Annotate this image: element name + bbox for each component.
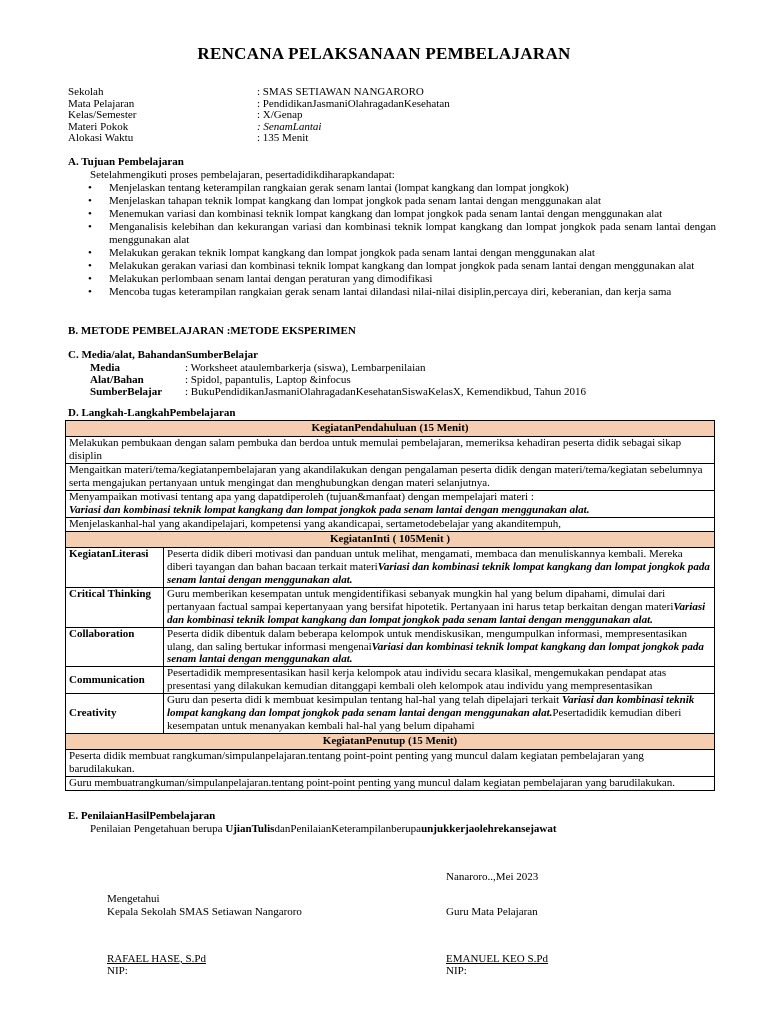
critical-thinking-material: Variasi dan kombinasi teknik lompat kangkang dan lompat jongkok pada senam lantai dengan menggunakan alat. xyxy=(167,600,706,626)
subject-value: : PendidikanJasmaniOlahragadanKesehatan xyxy=(257,97,450,110)
section-assessment xyxy=(68,810,718,836)
acknowledged-label: Mengetahui xyxy=(107,893,160,905)
list-item: • Menjelaskan tahapan teknik lompat kangkang dan lompat jongkok pada senam lantai dengan menggunakan alat xyxy=(88,194,602,207)
school-value: : SMAS SETIAWAN NANGARORO xyxy=(257,86,424,98)
table-row xyxy=(66,436,715,463)
list-item: • Melakukan gerakan variasi dan kombinasi teknik lompat kangkang dan lompat jongkok pada senam lantai dengan menggunakan alat xyxy=(88,259,695,272)
list-item: • Melakukan gerakan teknik lompat kangkang dan lompat jongkok pada senam lantai dengan menggunakan alat xyxy=(88,246,595,259)
sources-row xyxy=(68,386,708,398)
tools-key: Alat/Bahan xyxy=(90,373,144,386)
table-row xyxy=(66,463,715,490)
bullet-icon: • xyxy=(88,194,92,207)
communication-cell: Pesertadidik mempresentasikan hasil kerja kelompok atau individu secara klasikal, mengemukakan pendapat atas presentasi yang dilakukan kemudian ditanggapi kembali oleh kelompok atau individu yang mempresentasikan xyxy=(164,667,715,694)
collaboration-text: Peserta didik dibentuk dalam beberapa kelompok untuk mendiskusikan, mengumpulkan informasi, mempresentasikan ulang, dan saling bertukar informasi mengenai xyxy=(167,627,687,653)
class-label: Kelas/Semester xyxy=(68,109,137,121)
table-row xyxy=(66,531,715,547)
sources-key: SumberBelajar xyxy=(90,385,163,398)
bullet-icon: • xyxy=(88,285,92,298)
section-a-heading: A. Tujuan Pembelajaran xyxy=(68,156,184,168)
motivation-cell xyxy=(66,490,715,517)
table-row xyxy=(66,421,715,437)
intro-cell: Melakukan pembukaan dengan salam pembuka dan berdoa untuk memulai pembelajaran, memeriksa kehadiran peserta didik sebagai sikap disiplin xyxy=(66,436,715,463)
table-row xyxy=(66,694,715,734)
table-row xyxy=(66,490,715,517)
place-date: Nanaroro..,Mei 2023 xyxy=(446,871,539,883)
school-label: Sekolah xyxy=(68,86,104,98)
table-row xyxy=(66,517,715,531)
media-row xyxy=(68,362,708,374)
tools-value: : Spidol, papantulis, Laptop &infocus xyxy=(185,373,351,386)
bullet-icon: • xyxy=(88,220,92,233)
creativity-cell xyxy=(164,694,715,734)
identity-row-class xyxy=(68,109,708,121)
table-row xyxy=(66,667,715,694)
table-row xyxy=(66,777,715,791)
learning-steps-table xyxy=(65,420,715,791)
assessment-text: Penilaian Pengetahuan berupa UjianTulisdanPenilaianKeterampilanberupaunjukkerjaolehrekansejawat xyxy=(90,822,557,835)
list-item: • Menganalisis kelebihan dan kekurangan variasi dan kombinasi teknik lompat kangkang dan lompat jongkok pada senam lantai dengan menggunakan alat xyxy=(88,220,716,246)
motivation-material: Variasi dan kombinasi teknik lompat kangkang dan lompat jongkok pada senam lantai dengan menggunakan alat. xyxy=(69,503,590,516)
topic-label: Materi Pokok xyxy=(68,120,129,133)
creativity-text-end: Pesertadidik kemudian diberi kesempatan untuk menanyakan kembali hal-hal yang belum dipahami xyxy=(167,707,682,733)
principal-role: Kepala Sekolah SMAS Setiawan Nangaroro xyxy=(107,905,302,918)
literacy-label: KegiatanLiterasi xyxy=(66,547,164,587)
document-title: RENCANA PELAKSANAAN PEMBELAJARAN xyxy=(197,44,571,63)
intro-cell: Mengaitkan materi/tema/kegiatanpembelajaran yang akandilakukan dengan pengalaman peserta didik dengan materi/tema/kegiatan sebelumnya serta mengajukan pertanyaan untuk mengingat dan menghubungkan dengan materi selanjutnya. xyxy=(66,463,715,490)
identity-block xyxy=(68,86,708,144)
tools-row xyxy=(68,374,708,386)
teacher-name: EMANUEL KEO S.Pd xyxy=(446,953,548,965)
intro-cell: Menjelaskanhal-hal yang akandipelajari, kompetensi yang akandicapai, sertametodebelajar yang akanditempuh, xyxy=(66,517,715,531)
teacher-role: Guru Mata Pelajaran xyxy=(446,906,538,918)
section-d-heading: D. Langkah-LangkahPembelajaran xyxy=(68,407,236,419)
collaboration-label: Collaboration xyxy=(66,627,164,667)
list-item: • Mencoba tugas keterampilan rangkaian gerak senam lantai dilandasi nilai-nilai disiplin,percaya diri, keberanian, dan kerja sama xyxy=(88,285,672,298)
identity-row-school xyxy=(68,86,708,98)
media-key: Media xyxy=(90,361,120,374)
table-row xyxy=(66,734,715,750)
critical-thinking-cell xyxy=(164,587,715,627)
objectives-list xyxy=(88,182,716,299)
critical-thinking-text: Guru memberikan kesempatan untuk mengidentifikasi sebanyak mungkin hal yang belum dipahami, dimulai dari pertanyaan factual sampai kepertanyaan yang bersifat hipotetik. Pertanyaan ini harus tetap berkaitan dengan materi xyxy=(167,587,674,613)
principal-block xyxy=(107,893,302,919)
time-value: : 135 Menit xyxy=(257,132,309,144)
section-objectives xyxy=(68,156,716,299)
list-item: • Menjelaskan tentang keterampilan rangkaian gerak senam lantai (lompat kangkang dan lompat jongkok) xyxy=(88,181,569,194)
creativity-label: Creativity xyxy=(66,694,164,734)
table-row xyxy=(66,547,715,587)
bullet-icon: • xyxy=(88,259,92,272)
bullet-icon: • xyxy=(88,272,92,285)
teacher-nip: NIP: xyxy=(446,965,467,977)
bullet-icon: • xyxy=(88,207,92,220)
collaboration-cell xyxy=(164,627,715,667)
bullet-icon: • xyxy=(88,246,92,259)
closing-band: KegiatanPenutup (15 Menit) xyxy=(66,734,715,750)
table-row xyxy=(66,750,715,777)
identity-row-subject xyxy=(68,98,708,110)
section-media xyxy=(68,349,708,398)
media-value: : Worksheet ataulembarkerja (siswa), Lembarpenilaian xyxy=(185,361,426,374)
principal-name: RAFAEL HASE, S.Pd xyxy=(107,953,207,965)
bullet-icon: • xyxy=(88,181,92,194)
creativity-text: Guru dan peserta didi k membuat kesimpulan tentang hal-hal yang telah dipelajari terkait xyxy=(167,694,562,707)
class-value: : X/Genap xyxy=(257,109,303,121)
motivation-text: Menyampaikan motivasi tentang apa yang dapatdiperoleh (tujuan&manfaat) dengan mempelajari materi : xyxy=(69,490,534,503)
critical-thinking-label: Critical Thinking xyxy=(66,587,164,627)
literacy-cell xyxy=(164,547,715,587)
list-item: • Melakukan perlombaan senam lantai dengan peraturan yang dimodifikasi xyxy=(88,272,433,285)
sources-value: : BukuPendidikanJasmaniOlahragadanKesehatanSiswaKelasX, Kemendikbud, Tahun 2016 xyxy=(185,385,587,398)
closing-cell: Peserta didik membuat rangkuman/simpulanpelajaran.tentang point-point penting yang muncul dalam kegiatan pembelajaran yang barudilakukan. xyxy=(66,750,715,777)
objectives-intro: Setelahmengikuti proses pembelajaran, pesertadidikdiharapkandapat: xyxy=(90,168,395,181)
intro-band: KegiatanPendahuluan (15 Menit) xyxy=(66,421,715,437)
time-label: Alokasi Waktu xyxy=(68,132,134,144)
identity-row-time xyxy=(68,132,708,144)
list-item: • Menemukan variasi dan kombinasi teknik lompat kangkang dan lompat jongkok pada senam lantai dengan menggunakan alat xyxy=(88,207,663,220)
section-e-heading: E. PenilaianHasilPembelajaran xyxy=(68,810,216,822)
core-band: KegiatanInti ( 105Menit ) xyxy=(66,531,715,547)
collaboration-material: Variasi dan kombinasi teknik lompat kangkang dan lompat jongkok pada senam lantai dengan menggunakan alat. xyxy=(167,640,704,666)
section-b-heading: B. METODE PEMBELAJARAN :METODE EKSPERIMEN xyxy=(68,325,356,337)
topic-value: : SenamLantai xyxy=(257,120,322,133)
table-row xyxy=(66,627,715,667)
table-row xyxy=(66,587,715,627)
subject-label: Mata Pelajaran xyxy=(68,97,135,110)
literacy-material: Variasi dan kombinasi teknik lompat kangkang dan lompat jongkok pada senam lantai dengan menggunakan alat. xyxy=(167,560,710,586)
creativity-material: Variasi dan kombinasi teknik lompat kangkang dan lompat jongkok pada senam lantai dengan menggunakan alat. xyxy=(167,694,695,720)
identity-row-topic xyxy=(68,121,708,133)
literacy-text: Peserta didik diberi motivasi dan panduan untuk melihat, mengamati, membaca dan menuliskannya kembali. Mereka diberi tayangan dan bahan bacaan terkait materi xyxy=(167,547,683,573)
closing-cell: Guru membuatrangkuman/simpulanpelajaran.tentang point-point penting yang muncul dalam kegiatan pembelajaran yang barudilakukan. xyxy=(66,777,715,791)
section-c-heading: C. Media/alat, BahandanSumberBelajar xyxy=(68,349,259,361)
principal-nip: NIP: xyxy=(107,965,128,977)
communication-label: Communication xyxy=(66,667,164,694)
